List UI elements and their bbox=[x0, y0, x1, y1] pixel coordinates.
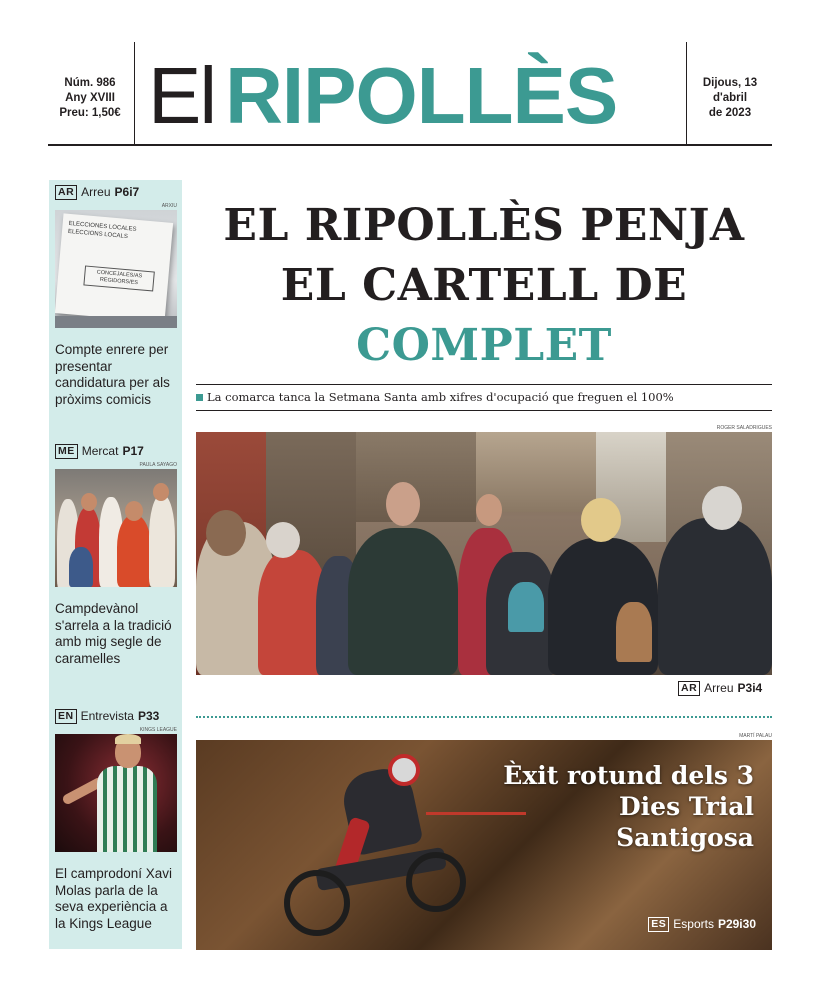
person bbox=[117, 515, 151, 587]
subhead-text: La comarca tanca la Setmana Santa amb xifres d'ocupació que freguen el 100% bbox=[207, 390, 674, 404]
headline-line-3: COMPLET bbox=[356, 320, 612, 371]
masthead-rule bbox=[48, 144, 772, 146]
pedestrian-head bbox=[702, 486, 742, 530]
main-photo-section-tag[interactable] bbox=[678, 679, 762, 697]
section-name: Esports bbox=[673, 917, 714, 931]
sidebar-teaser: Campdevànol s'arrela a la tradició amb mig segle de caramelles bbox=[55, 601, 172, 666]
trial-sport-photo[interactable] bbox=[196, 740, 772, 950]
section-header bbox=[55, 707, 177, 725]
main-headline[interactable] bbox=[196, 196, 772, 376]
sidebar-item-arreu[interactable] bbox=[55, 183, 177, 408]
issue-year: Any XVIII bbox=[65, 92, 115, 104]
date-line-1: Dijous, 13 bbox=[702, 77, 758, 89]
headline-line-2: EL CARTELL DE bbox=[280, 260, 688, 311]
section-badge: ME bbox=[55, 444, 78, 459]
ballot-envelope bbox=[55, 213, 173, 322]
envelope-label: CONCEJALES/AS REGIDORS/ES bbox=[83, 265, 154, 291]
section-name: Mercat bbox=[81, 444, 119, 458]
pedestrian-head bbox=[266, 522, 300, 558]
envelope-text: ELECCIONES LOCALES ELECCIONS LOCALS bbox=[67, 220, 137, 241]
handbag bbox=[616, 602, 652, 662]
person bbox=[149, 495, 175, 587]
section-badge: AR bbox=[678, 681, 700, 696]
motorbike-wheel-front bbox=[406, 852, 466, 912]
sidebar bbox=[49, 180, 182, 949]
ballot-photo bbox=[55, 210, 177, 328]
backpack bbox=[508, 582, 544, 632]
section-badge: ES bbox=[648, 917, 669, 932]
issue-date bbox=[688, 76, 772, 121]
footballer-photo bbox=[55, 734, 177, 852]
photo-credit: ARXIU bbox=[161, 203, 177, 209]
sport-headline: Èxit rotund dels 3 Dies Trial Santigosa bbox=[503, 761, 754, 852]
section-page: P29i30 bbox=[717, 917, 756, 931]
main-street-photo[interactable] bbox=[196, 432, 772, 675]
section-name: Arreu bbox=[81, 185, 111, 199]
date-line-2: d'abril bbox=[712, 92, 748, 104]
pedestrian-head bbox=[386, 482, 420, 526]
main-photo-credit: ROGER SALADRIGUES bbox=[716, 425, 772, 431]
section-badge: EN bbox=[55, 709, 77, 724]
masthead-divider-left bbox=[134, 42, 135, 144]
sport-photo-credit: MARTÍ PALAU bbox=[739, 733, 772, 739]
pedestrian-head bbox=[206, 510, 246, 556]
pedestrian-head bbox=[581, 498, 621, 542]
head bbox=[153, 483, 169, 501]
sidebar-teaser: El camprodoní Xavi Molas parla de la seva experiència a la Kings League bbox=[55, 866, 173, 931]
photo-credit: KINGS LEAGUE bbox=[139, 727, 177, 733]
motorbike-wheel-rear bbox=[284, 870, 350, 936]
issue-price: Preu: 1,50€ bbox=[59, 107, 121, 119]
subhead-rule-top bbox=[196, 384, 772, 385]
pedestrian bbox=[658, 518, 772, 675]
photo-credit: PAULA SAYAGO bbox=[139, 462, 177, 468]
section-header bbox=[55, 442, 177, 460]
dotted-divider bbox=[196, 716, 772, 718]
section-name: Arreu bbox=[704, 681, 734, 695]
head bbox=[125, 501, 143, 521]
head bbox=[81, 493, 97, 511]
section-page: P6i7 bbox=[114, 185, 140, 199]
player-hair bbox=[115, 734, 141, 744]
logo-prefix: El bbox=[148, 51, 216, 140]
sidebar-item-mercat[interactable] bbox=[55, 442, 177, 667]
section-page: P17 bbox=[122, 444, 144, 458]
logo-name: RIPOLLÈS bbox=[225, 51, 618, 140]
sidebar-item-entrevista[interactable] bbox=[55, 707, 177, 932]
child bbox=[69, 547, 93, 587]
issue-number: Núm. 986 bbox=[64, 77, 116, 89]
masthead-divider-right bbox=[686, 42, 687, 144]
pedestrian-man-green-sweater bbox=[348, 528, 458, 675]
date-line-3: de 2023 bbox=[708, 107, 752, 119]
rider-helmet bbox=[388, 754, 420, 786]
subhead bbox=[196, 387, 772, 407]
table-edge bbox=[55, 316, 177, 328]
issue-info bbox=[48, 76, 132, 121]
square-bullet-icon bbox=[196, 394, 203, 401]
section-name: Entrevista bbox=[80, 709, 134, 723]
sport-section-tag[interactable] bbox=[648, 915, 756, 933]
subhead-rule-bottom bbox=[196, 410, 772, 411]
sidebar-teaser: Compte enrere per presentar candidatura per als pròxims comicis bbox=[55, 342, 170, 407]
section-page: P33 bbox=[137, 709, 160, 723]
section-badge: AR bbox=[55, 185, 77, 200]
newspaper-logo bbox=[148, 51, 618, 140]
pedestrian-head bbox=[476, 494, 502, 526]
headline-line-1: EL RIPOLLÈS PENJA bbox=[223, 200, 745, 251]
section-page: P3i4 bbox=[737, 681, 763, 695]
section-header bbox=[55, 183, 177, 201]
masthead bbox=[48, 42, 772, 146]
caramelles-photo bbox=[55, 469, 177, 587]
jersey bbox=[97, 766, 157, 852]
